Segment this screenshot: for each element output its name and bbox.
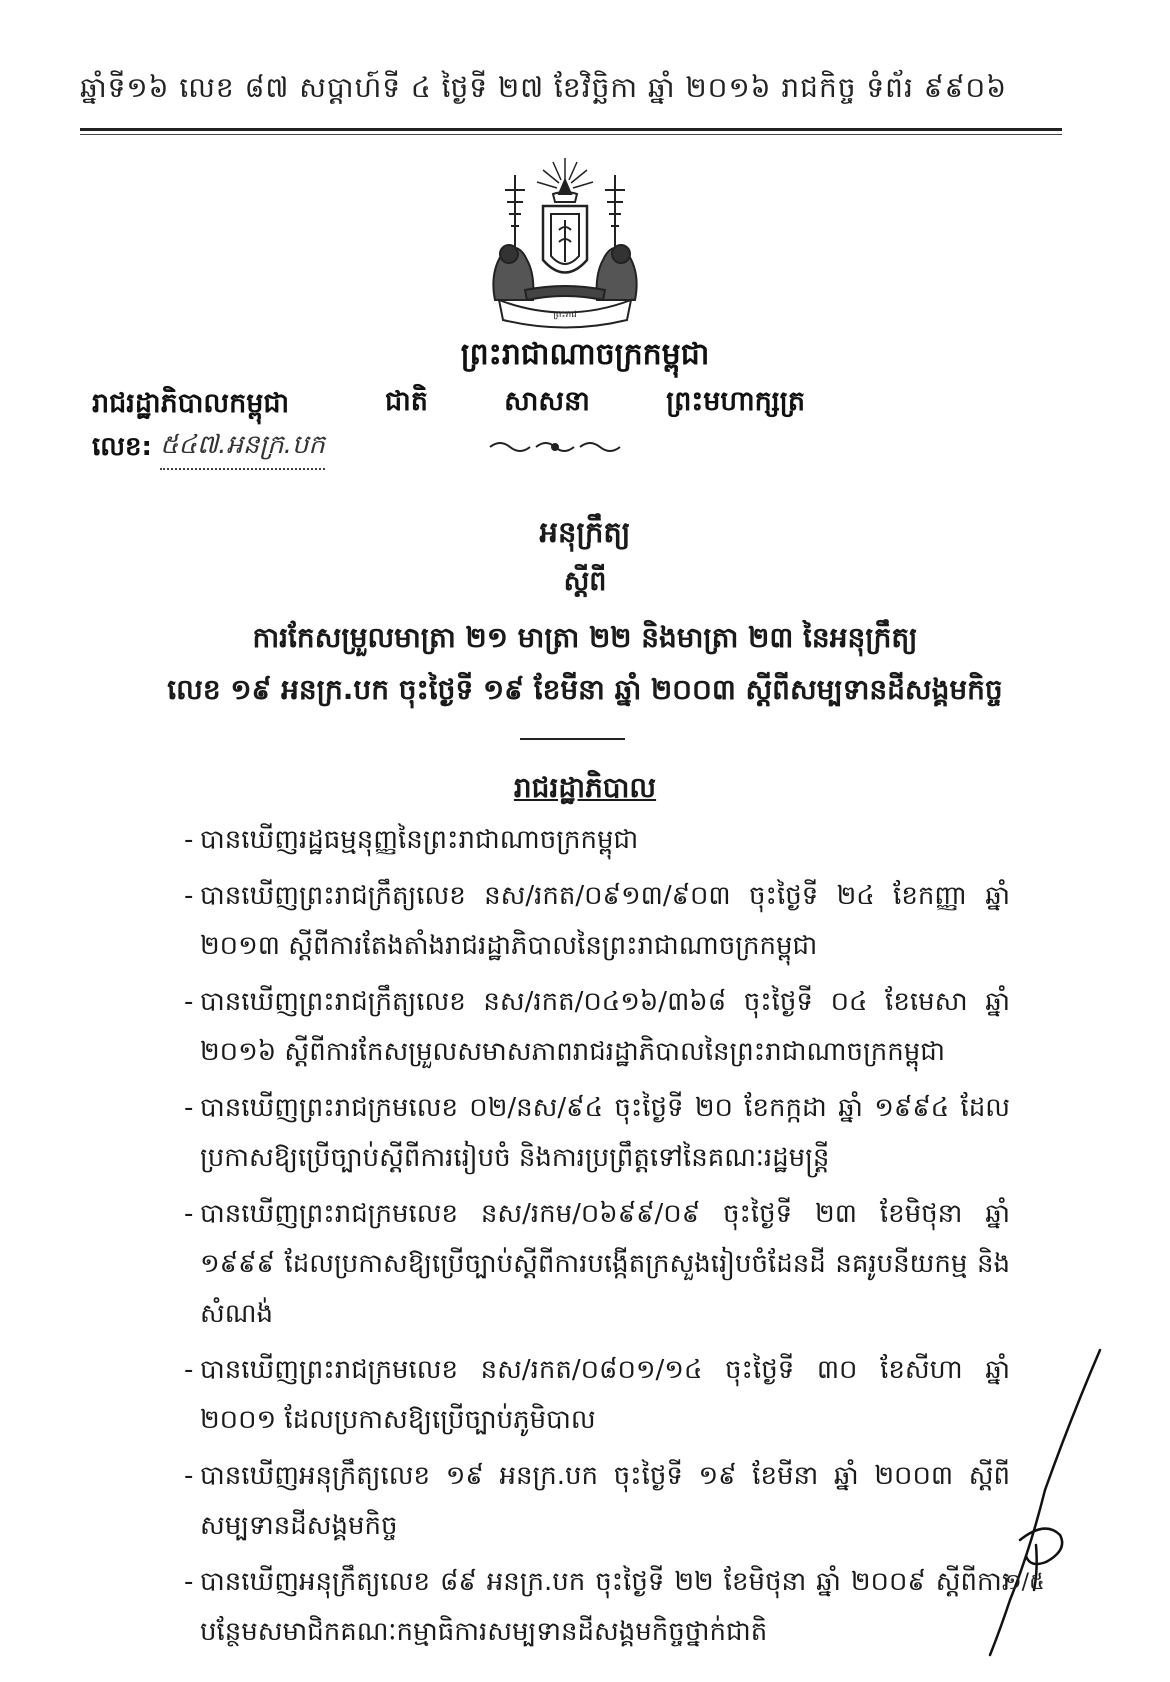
document-title-line-1: ការកែសម្រួលមាត្រា ២១ មាត្រា ២២ និងមាត្រា ២៣ នៃអនុក្រឹត្យ (252, 621, 918, 654)
recital-item: - បានឃើញព្រះរាជក្រឹត្យលេខ នស/រកត/០៤១៦/៣៦៨ ចុះថ្ងៃទី ០៤ ខែមេសា ឆ្នាំ ២០១៦ ស្តីពីការកែសម្រួលសមាសភាពរាជរដ្ឋាភិបាលនៃព្រះរាជាណាចក្រកម្ពុជា (200, 977, 1010, 1077)
document-type: អនុក្រឹត្យ (539, 515, 631, 549)
svg-text:ព្រះរាជ: ព្រះរាជ (553, 310, 577, 320)
recital-text: បានឃើញព្រះរាជក្រមលេខ នស/រកត/០៨០១/១៤ ចុះថ្ងៃទី ៣០ ខែសីហា ឆ្នាំ ២០០១ ដែលប្រកាសឱ្យប្រើច្បាប់ភូមិបាល (200, 1355, 1010, 1435)
kingdom-title: ព្រះរាជាណាចក្រកម្ពុជា (460, 337, 710, 372)
recital-item: - បានឃើញព្រះរាជក្រមលេខ នស/រកម/០៦៩៩/០៩ ចុះថ្ងៃទី ២៣ ខែមិថុនា ឆ្នាំ ១៩៩៩ ដែលប្រកាសឱ្យប្រើច្បាប់ស្តីពីការបង្កើតក្រសួងរៀបចំដែនដី នគរូបនីយកម្ម និងសំណង់ (200, 1189, 1010, 1339)
page-number: ១/៥ (1005, 1570, 1045, 1595)
government-heading: រាជរដ្ឋាភិបាល (513, 771, 657, 804)
motto-nation: ជាតិ (385, 386, 428, 417)
recital-item: - បានឃើញព្រះរាជក្រមលេខ ០២/នស/៩៤ ចុះថ្ងៃទី ២០ ខែកក្កដា ឆ្នាំ ១៩៩៤ ដែលប្រកាសឱ្យប្រើច្បាប់ស្តីពីការរៀបចំ និងការប្រព្រឹត្តទៅនៃគណៈរដ្ឋមន្ត្រី (200, 1083, 1010, 1183)
recital-item: - បានឃើញរដ្ឋធម្មនុញ្ញនៃព្រះរាជាណាចក្រកម្ពុជា (200, 815, 1010, 865)
issuing-authority: រាជរដ្ឋាភិបាលកម្ពុជា (92, 388, 290, 419)
document-title-line-2: លេខ ១៩ អនក្រ.បក ចុះថ្ងៃទី ១៩ ខែមីនា ឆ្នាំ ២០០៣ ស្តីពីសម្បទានដីសង្គមកិច្ច (167, 673, 1003, 706)
motto-religion: សាសនា (504, 386, 590, 417)
recital-item: - បានឃើញព្រះរាជក្រមលេខ នស/រកត/០៨០១/១៤ ចុះថ្ងៃទី ៣០ ខែសីហា ឆ្នាំ ២០០១ ដែលប្រកាសឱ្យប្រើច្បាប់ភូមិបាល (200, 1345, 1010, 1445)
title-divider (520, 738, 625, 740)
recital-list (184, 815, 1010, 1663)
document-about: ស្តីពី (563, 566, 607, 597)
reference-number: ៥៤៧.អនក្រ.បក (160, 428, 325, 470)
recital-text: បានឃើញអនុក្រឹត្យលេខ ៨៩ អនក្រ.បក ចុះថ្ងៃទី ២២ ខែមិថុនា ឆ្នាំ ២០០៩ ស្តីពីការបន្ថែមសមាជិកគណៈកម្មាធិការសម្បទានដីសង្គមកិច្ចថ្នាក់ជាតិ (200, 1567, 1010, 1647)
recital-text: បានឃើញព្រះរាជក្រឹត្យលេខ នស/រកត/០៤១៦/៣៦៨ ចុះថ្ងៃទី ០៤ ខែមេសា ឆ្នាំ ២០១៦ ស្តីពីការកែសម្រួលសមាសភាពរាជរដ្ឋាភិបាលនៃព្រះរាជាណាចក្រកម្ពុជា (200, 987, 1010, 1067)
recital-text: បានឃើញអនុក្រឹត្យលេខ ១៩ អនក្រ.បក ចុះថ្ងៃទី ១៩ ខែមីនា ឆ្នាំ ២០០៣ ស្តីពីសម្បទានដីសង្គមកិច្ច (200, 1461, 1010, 1541)
recital-text: បានឃើញព្រះរាជក្រមលេខ ០២/នស/៩៤ ចុះថ្ងៃទី ២០ ខែកក្កដា ឆ្នាំ ១៩៩៤ ដែលប្រកាសឱ្យប្រើច្បាប់ស្តីពីការរៀបចំ និងការប្រព្រឹត្តទៅនៃគណៈរដ្ឋមន្ត្រី (200, 1093, 1010, 1173)
national-motto (385, 385, 805, 424)
ornament-divider-icon (480, 436, 630, 458)
header-rule-thin (80, 134, 1062, 135)
royal-emblem-icon (475, 150, 655, 330)
reference-label: លេខ: (92, 432, 152, 462)
header-rule (80, 128, 1062, 131)
recital-item: - បានឃើញអនុក្រឹត្យលេខ ៨៩ អនក្រ.បក ចុះថ្ងៃទី ២២ ខែមិថុនា ឆ្នាំ ២០០៩ ស្តីពីការបន្ថែមសមាជិកគណៈកម្មាធិការសម្បទានដីសង្គមកិច្ចថ្នាក់ជាតិ (200, 1557, 1010, 1657)
recital-text: បានឃើញព្រះរាជក្រមលេខ នស/រកម/០៦៩៩/០៩ ចុះថ្ងៃទី ២៣ ខែមិថុនា ឆ្នាំ ១៩៩៩ ដែលប្រកាសឱ្យប្រើច្បាប់ស្តីពីការបង្កើតក្រសួងរៀបចំដែនដី នគរូបនីយកម្ម និងសំណង់ (200, 1199, 1010, 1329)
recital-item: - បានឃើញអនុក្រឹត្យលេខ ១៩ អនក្រ.បក ចុះថ្ងៃទី ១៩ ខែមីនា ឆ្នាំ ២០០៣ ស្តីពីសម្បទានដីសង្គមកិច្ច (200, 1451, 1010, 1551)
recital-text: បានឃើញព្រះរាជក្រឹត្យលេខ នស/រកត/០៩១៣/៩០៣ ចុះថ្ងៃទី ២៤ ខែកញ្ញា ឆ្នាំ ២០១៣ ស្តីពីការតែងតាំងរាជរដ្ឋាភិបាលនៃព្រះរាជាណាចក្រកម្ពុជា (200, 881, 1010, 961)
gazette-header: ឆ្នាំទី១៦ លេខ ៨៧ សប្តាហ៍ទី ៤ ថ្ងៃទី ២៧ ខែវិច្ឆិកា ឆ្នាំ ២០១៦ រាជកិច្ច ទំព័រ ៩៩០៦ (80, 71, 1008, 104)
recital-text: បានឃើញរដ្ឋធម្មនុញ្ញនៃព្រះរាជាណាចក្រកម្ពុជា (200, 825, 639, 855)
signature-mark-icon (950, 1340, 1130, 1670)
motto-king: ព្រះមហាក្សត្រ (666, 386, 805, 417)
recital-item: - បានឃើញព្រះរាជក្រឹត្យលេខ នស/រកត/០៩១៣/៩០៣ ចុះថ្ងៃទី ២៤ ខែកញ្ញា ឆ្នាំ ២០១៣ ស្តីពីការតែងតាំងរាជរដ្ឋាភិបាលនៃព្រះរាជាណាចក្រកម្ពុជា (200, 871, 1010, 971)
